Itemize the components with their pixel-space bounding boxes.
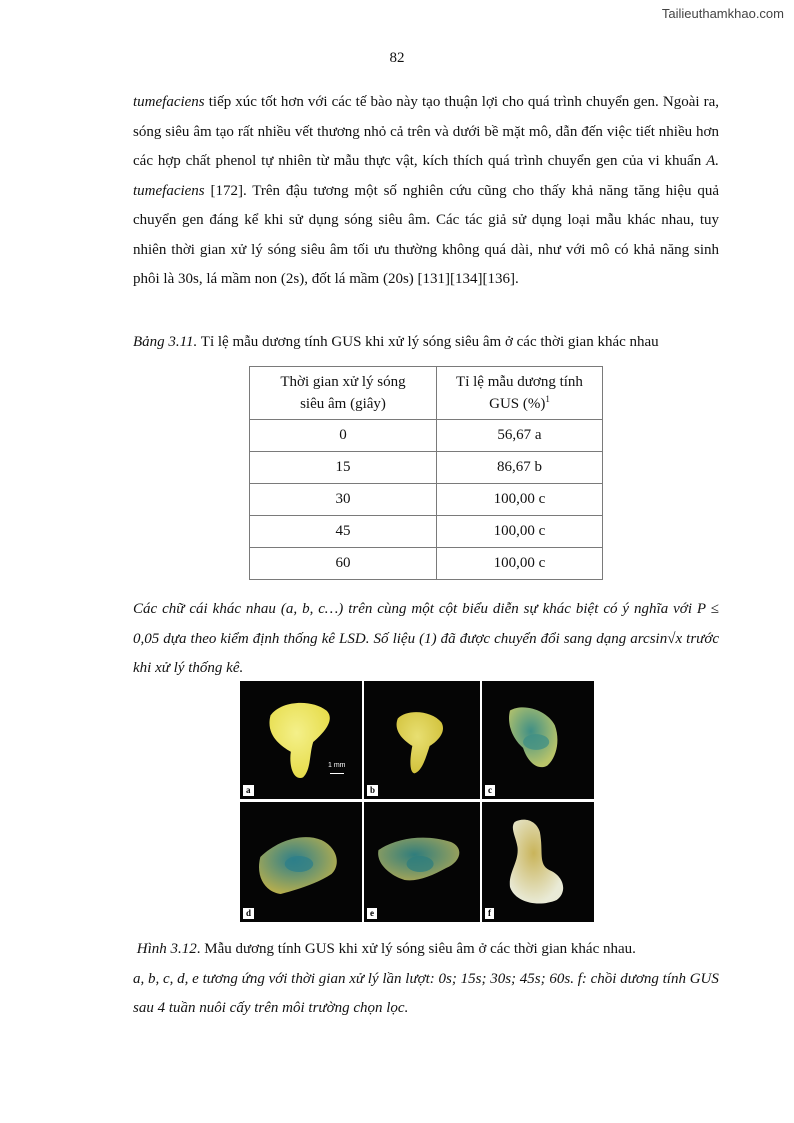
figure-caption — [133, 935, 733, 1024]
scale-label: 1 mm — [328, 762, 346, 769]
scale-bar — [330, 773, 344, 774]
panel-letter: c — [485, 785, 495, 796]
body-paragraph — [133, 88, 719, 295]
figure-panel-c — [482, 681, 594, 799]
header-rate-wrap — [447, 371, 592, 415]
specimen-image — [240, 802, 362, 922]
figure-description: a, b, c, d, e tương ứng với thời gian xử lý lần lượt: 0s; 15s; 30s; 45s; 60s. f: chồi dương tính GUS sau 4 tuần nuôi cấy trên môi trường chọn lọc. — [133, 970, 719, 1016]
figure-panel-b — [364, 681, 480, 799]
table-row — [250, 516, 603, 548]
figure-panel-e — [364, 802, 480, 922]
header-time — [250, 367, 437, 420]
table-label: Bảng 3.11. — [133, 334, 198, 350]
header-time-text: Thời gian xử lý sóng siêu âm (giây) — [280, 374, 406, 412]
table-row — [250, 452, 603, 484]
specimen-image — [482, 681, 594, 799]
figure-3-12 — [240, 681, 594, 922]
table-row — [250, 548, 603, 580]
table-row — [250, 484, 603, 516]
figure-panel-a — [240, 681, 362, 799]
figure-caption-text: . Mẫu dương tính GUS khi xử lý sóng siêu âm ở các thời gian khác nhau. — [196, 941, 636, 957]
watermark: Tailieuthamkhao.com — [661, 6, 784, 21]
header-rate — [437, 367, 603, 420]
species-name: tumefaciens — [133, 94, 205, 110]
cell-time: 60 — [250, 548, 437, 580]
panel-letter: d — [243, 908, 254, 919]
table-header-row — [250, 367, 603, 420]
species-name-2: A. tumefaciens — [133, 153, 719, 199]
figure-label: Hình 3.12 — [136, 941, 197, 957]
cell-rate: 100,00 c — [437, 484, 603, 516]
panel-letter: f — [485, 908, 494, 919]
header-rate-text: Tỉ lệ mẫu dương tính GUS (%) — [456, 374, 583, 412]
cell-time: 30 — [250, 484, 437, 516]
page-number: 82 — [389, 50, 405, 66]
gus-rate-table — [249, 366, 603, 580]
table-note: Các chữ cái khác nhau (a, b, c…) trên cùng một cột biểu diễn sự khác biệt có ý nghĩa với P ≤ 0,05 dựa theo kiểm định thống kê LSD. Số liệu (1) đã được chuyển đổi sang dạng arcsin√x trước khi xử lý thống kê. — [133, 601, 719, 676]
cell-rate: 100,00 c — [437, 548, 603, 580]
cell-time: 15 — [250, 452, 437, 484]
cell-time: 0 — [250, 420, 437, 452]
figure-panel-d — [240, 802, 362, 922]
table-caption-text: Tỉ lệ mẫu dương tính GUS khi xử lý sóng siêu âm ở các thời gian khác nhau — [197, 334, 659, 350]
panel-letter: a — [243, 785, 254, 796]
cell-rate: 100,00 c — [437, 516, 603, 548]
cell-rate: 56,67 a — [437, 420, 603, 452]
table-row — [250, 420, 603, 452]
panel-letter: b — [367, 785, 378, 796]
cell-rate: 86,67 b — [437, 452, 603, 484]
specimen-image — [482, 802, 594, 922]
specimen-image — [364, 802, 480, 922]
cell-time: 45 — [250, 516, 437, 548]
specimen-image — [240, 681, 362, 799]
paragraph-text-1: tiếp xúc tốt hơn với các tế bào này tạo thuận lợi cho quá trình chuyển gen. Ngoài ra, sóng siêu âm tạo rất nhiều vết thương nhỏ cả trên và dưới bề mặt mô, dẫn đến việc tiết nhiều hơn các hợp chất phenol tự nhiên từ mẫu thực vật, kích thích quá trình chuyển gen của vi khuẩn — [133, 94, 719, 169]
table-caption — [133, 331, 733, 353]
specimen-image — [364, 681, 480, 799]
figure-panel-f — [482, 802, 594, 922]
paragraph-text-2: [172]. Trên đậu tương một số nghiên cứu cũng cho thấy khả năng tăng hiệu quả chuyển gen đáng kể khi sử dụng sóng siêu âm. Các tác giả sử dụng loại mẫu khác nhau, tuy nhiên thời gian xử lý sóng siêu âm tối ưu thường không quá dài, như với mô có khả năng sinh phôi là 30s, lá mầm non (2s), đốt lá mầm (20s) [131][134][136]. — [133, 182, 719, 287]
header-rate-superscript: 1 — [545, 394, 550, 404]
panel-letter: e — [367, 908, 377, 919]
